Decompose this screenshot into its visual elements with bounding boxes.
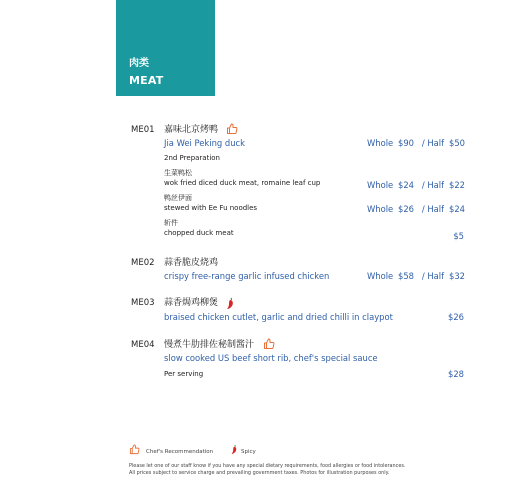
half-price: $24 [449, 204, 465, 214]
half-label: / Half [421, 271, 445, 281]
whole-label: Whole [367, 204, 394, 214]
thumbs-up-icon [263, 338, 275, 350]
sub-item-name-zh: 生菜鸭松 [164, 169, 192, 177]
footnote: All prices subject to service charge and prevailing government taxes. Photos for illustration purposes only. [129, 470, 390, 476]
whole-price: $90 [398, 138, 414, 148]
chili-icon [225, 297, 235, 310]
item-code: ME03 [131, 298, 155, 308]
single-price: $26 [448, 312, 464, 322]
sub-item-name-en: wok fried diced duck meat, romaine leaf cup [164, 179, 321, 187]
thumbs-up-icon [226, 123, 238, 135]
price-whole-half [367, 180, 465, 191]
serving-label: Per serving [164, 370, 204, 378]
sub-item-name-zh: 鸭丝伊面 [164, 194, 192, 202]
whole-label: Whole [367, 180, 394, 190]
item-code: ME04 [131, 340, 155, 350]
whole-label: Whole [367, 138, 394, 148]
price-whole-half [367, 204, 465, 215]
item-code: ME02 [131, 258, 155, 268]
half-label: / Half [421, 204, 445, 214]
half-price: $50 [449, 138, 465, 148]
sub-item-name-zh: 斩件 [164, 219, 178, 227]
whole-label: Whole [367, 271, 394, 281]
price-whole-half [367, 271, 465, 282]
thumbs-up-icon [129, 444, 140, 455]
item-name-en: slow cooked US beef short rib, chef's special sauce [164, 353, 378, 363]
half-label: / Half [421, 180, 445, 190]
whole-price: $24 [398, 180, 414, 190]
half-price: $32 [449, 271, 465, 281]
legend-spicy-label: Spicy [241, 449, 256, 455]
footnote: Please let one of our staff know if you have any special dietary requirements, food allergies or food intolerances. [129, 463, 406, 469]
section-title-zh: 肉类 [129, 58, 149, 69]
half-label: / Half [421, 138, 445, 148]
price-whole-half [367, 138, 465, 149]
item-name-en: Jia Wei Peking duck [164, 138, 245, 148]
sub-item-name-en: chopped duck meat [164, 229, 234, 237]
prep-label: 2nd Preparation [164, 154, 220, 162]
item-code: ME01 [131, 125, 155, 135]
item-name-en: braised chicken cutlet, garlic and dried chilli in claypot [164, 312, 393, 322]
sub-item-name-en: stewed with Ee Fu noodles [164, 204, 258, 212]
item-name-zh: 蒜香焗鸡柳煲 [164, 298, 219, 308]
item-name-zh: 慢煮牛肋排佐秘制酱汁 [164, 340, 255, 350]
item-name-zh: 蒜香脆皮烧鸡 [164, 258, 219, 268]
legend-chef-label: Chef's Recommendation [146, 449, 214, 455]
section-title-en: MEAT [129, 74, 164, 87]
item-name-en: crispy free-range garlic infused chicken [164, 271, 330, 281]
half-price: $22 [449, 180, 465, 190]
chili-icon [230, 444, 238, 455]
item-name-zh: 嘉味北京烤鸭 [164, 125, 219, 135]
whole-price: $26 [398, 204, 414, 214]
single-price: $28 [448, 369, 464, 379]
whole-price: $58 [398, 271, 414, 281]
single-price: $5 [453, 231, 464, 241]
section-header [116, 0, 215, 96]
